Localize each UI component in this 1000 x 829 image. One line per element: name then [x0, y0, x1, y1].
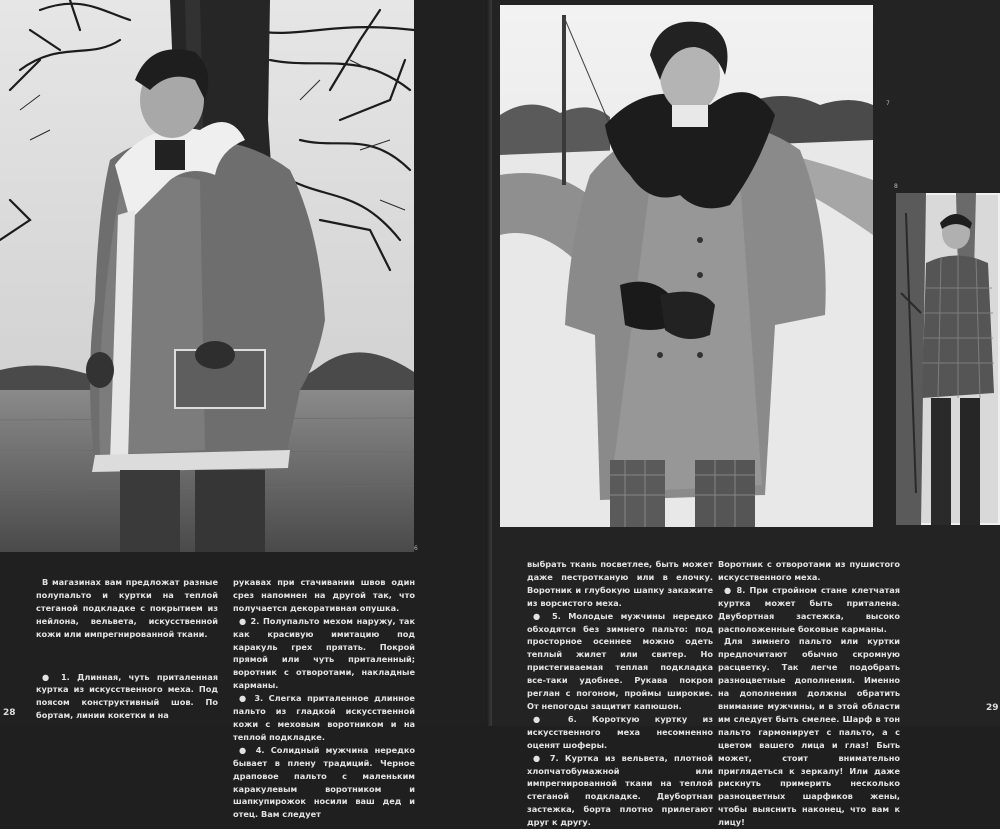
text-column-3	[527, 558, 713, 829]
right-page	[492, 0, 1000, 828]
item-7-paragraph: ● 7. Куртка из вельвета, плотной хлопчатобумажной или импрегнированной ткани на теплой стеганой подкладке. Двубортная застежка, борта плотно прилегают друг к другу.	[527, 752, 713, 828]
item-6-paragraph: ● 6. Короткую куртку из искусственного меха несомненно оценят шоферы.	[527, 713, 713, 750]
page-number-left: 28	[3, 708, 16, 718]
photo-number-7: 7	[886, 100, 890, 107]
page-number-right: 29	[986, 703, 999, 713]
left-page	[0, 0, 492, 820]
intro-paragraph: В магазинах вам предложат разные полупальто и куртки на теплой стеганой подкладке с покрытием из нейлона, вельвета, искусственной кожи или импрегнированной ткани.	[36, 577, 218, 639]
col4-continuation: Воротник с отворотами из пушистого искусственного меха.	[718, 559, 900, 582]
photo-check-jacket	[896, 193, 1000, 525]
item-2-paragraph: ● 2. Полупальто мехом наружу, так как красивую имитацию под каракуль грех прятать. Покрой прямой или чуть приталенный; воротник с отворотами, накладные карманы.	[233, 615, 415, 691]
item-1-paragraph: ● 1. Длинная, чуть приталенная куртка из искусственного меха. Под поясом конструктивный шов. По бортам, линии кокетки и на	[36, 671, 218, 721]
item-3-paragraph: ● 3. Слегка приталенное длинное пальто из гладкой искусственной кожи с меховым воротником и на теплой подкладке.	[233, 693, 415, 742]
photo-fur-collar-coat	[500, 5, 873, 527]
photo-number-8: 8	[894, 183, 898, 190]
text-column-4	[718, 558, 900, 829]
col3-continuation: выбрать ткань посветлее, быть может даже пестротканую или в елочку. Воротник и глубокую шапку закажите из ворсистого меха.	[527, 559, 713, 608]
text-column-1	[36, 576, 218, 722]
item-4-paragraph: ● 4. Солидный мужчина нередко бывает в плену традиций. Черное драповое пальто с маленьким каракулевым воротником и шапкупирожок носили ваш дед и отец. Вам следует	[233, 744, 415, 820]
photo-sheepskin-coat	[0, 0, 414, 552]
col2-continuation: рукавах при стачивании швов один срез напомнен на другой так, что получается декоративная опушка.	[233, 577, 415, 613]
photo-number-6: 6	[414, 545, 418, 552]
item-8-paragraph: ● 8. При стройном стане клетчатая куртка может быть приталена. Двубортная застежка, высоко расположенные боковые карманы.	[718, 584, 900, 634]
closing-paragraph: Для зимнего пальто или куртки предпочитают обычно скромную расцветку. Так легче подобрать разноцветные дополнения. Именно на дополнения должны обратить внимание мужчины, и в этой области им следует быть смелее. Шарф в тон пальто гармонирует с пальто, а с цветом вашего лица и глаз! Быть может, стоит внимательно приглядеться к зеркалу! Или даже рискнуть примерить несколько разноцветных шарфиков жены, чтобы выяснить наконец, что вам к лицу!	[718, 636, 900, 828]
item-5-paragraph: ● 5. Молодые мужчины нередко обходятся без зимнего пальто: под просторное осеннее можно одеть теплый жилет или свитер. Но пристегиваемая теплая подкладка все-таки удобнее. Рукава покроя реглан с погоном, проймы широкие. От непогоды защитит капюшон.	[527, 610, 713, 711]
text-column-2	[233, 576, 415, 821]
